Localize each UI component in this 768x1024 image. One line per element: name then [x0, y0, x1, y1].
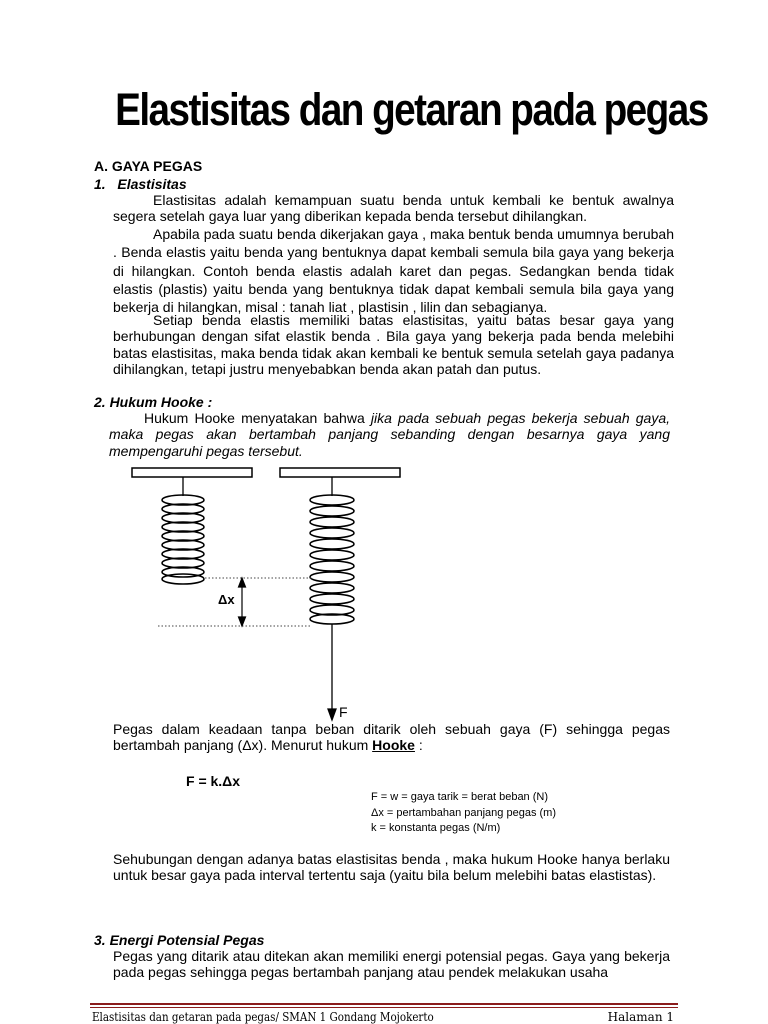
paragraph-hooke-statement: Hukum Hooke menyatakan bahwa jika pada sebuah pegas bekerja sebuah gaya, maka pegas akan bertambah panjang sebanding dengan besarnya gaya yang mempengaruhi pegas tersebut. — [109, 410, 670, 459]
paragraph-energi-potensial: Pegas yang ditarik atau ditekan akan memiliki energi potensial pegas. Gaya yang bekerja pada pegas sehingga pegas bertambah panjang atau pendek melakukan usaha — [113, 948, 670, 981]
subsection-hooke-heading: 2. Hukum Hooke : — [94, 394, 213, 410]
force-label: F — [339, 704, 348, 720]
ceiling-right — [280, 468, 400, 477]
subsection-title: Elastisitas — [117, 176, 187, 192]
hooke-law-statement: jika pada sebuah pegas bekerja sebuah gaya, maka pegas akan bertambah panjang sebanding dengan besarnya gaya yang mempengaruhi pegas tersebut. — [109, 410, 670, 459]
hooke-formula: F = k.Δx — [186, 773, 241, 789]
paragraph-batas-elastisitas: Setiap benda elastis memiliki batas elastisitas, yaitu batas besar gaya yang berhubungan dengan sifat elastik benda . Bila gaya yang bekerja pada benda melebihi batas elastisitas, maka benda tidak akan kembali ke bentuk semula setelah gaya padanya dihilangkan, tetapi justru menyebabkan benda akan patah dan putus. — [113, 312, 674, 377]
section-a-heading: A. GAYA PEGAS — [94, 158, 203, 174]
formula-legend — [371, 790, 556, 837]
subsection-elastisitas-heading — [94, 176, 187, 192]
paragraph-elastis-plastis: Apabila pada suatu benda dikerjakan gaya , maka bentuk benda umumnya berubah . Benda elastis yaitu benda yang bentuknya dapat kembali semula bila gaya yang bekerja di hilangkan. Contoh benda elastis adalah karet dan pegas. Sedangkan benda tidak elastis (plastis) yaitu benda yang bentuknya tidak dapat kembali semula bila gaya yang bekerja di hilangkan, misal : tanah liat , plastisin , lilin dan sebagianya. — [113, 226, 674, 316]
legend-item: k = konstanta pegas (N/m) — [371, 822, 501, 834]
footer-source: Elastisitas dan getaran pada pegas/ SMAN 1 Gondang Mojokerto — [92, 1010, 434, 1024]
subsection-number: 1. — [94, 176, 106, 192]
paragraph-hooke-explanation: Pegas dalam keadaan tanpa beban ditarik oleh sebuah gaya (F) sehingga pegas bertambah panjang (Δx). Menurut hukum Hooke : — [113, 721, 670, 754]
hooke-term: Hooke — [372, 737, 415, 754]
spring-right — [310, 495, 354, 624]
delta-x-arrow — [239, 578, 246, 626]
paragraph-hooke-limit: Sehubungan dengan adanya batas elastisitas benda , maka hukum Hooke hanya berlaku untuk besar gaya pada interval tertentu saja (yaitu bila belum melebihi batas elastistas). — [113, 851, 670, 884]
footer-divider — [90, 1003, 678, 1008]
force-arrow — [328, 624, 336, 720]
legend-item: F = w = gaya tarik = berat beban (N) — [371, 791, 549, 803]
delta-x-label: Δx — [218, 592, 235, 607]
subsection-energi-heading: 3. Energi Potensial Pegas — [94, 932, 265, 948]
legend-item: Δx = pertambahan panjang pegas (m) — [371, 806, 556, 819]
footer-page-number: Halaman 1 — [607, 1010, 674, 1024]
spring-left — [162, 495, 204, 584]
paragraph-elastisitas-definition: Elastisitas adalah kemampuan suatu benda untuk kembali ke bentuk awalnya segera setelah gaya luar yang diberikan kepada benda tersebut dihilangkan. — [113, 192, 674, 225]
ceiling-left — [132, 468, 252, 477]
document-title: Elastisitas dan getaran pada pegas — [115, 84, 708, 135]
